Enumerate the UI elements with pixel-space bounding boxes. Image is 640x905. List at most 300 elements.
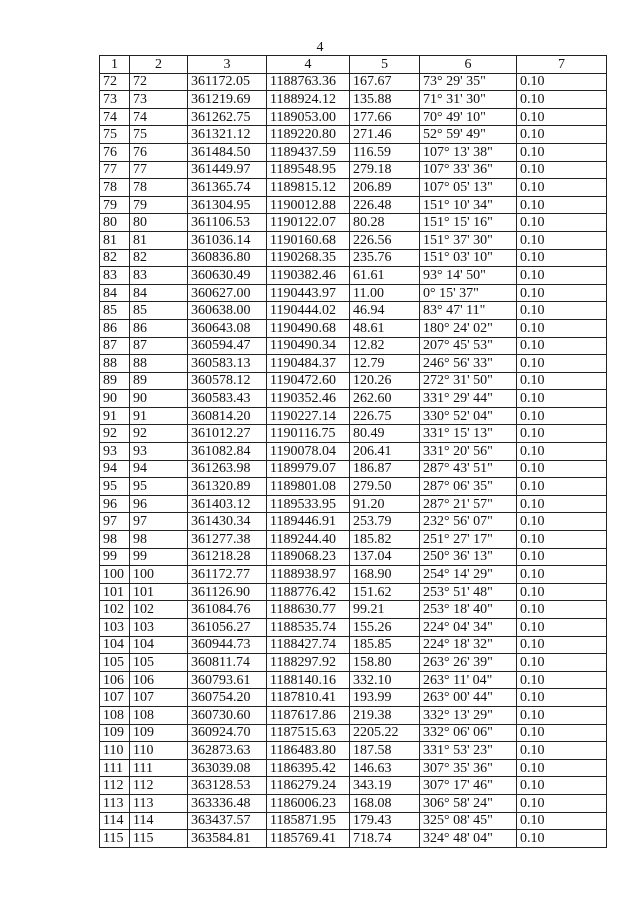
table-row [100,319,607,337]
table-row [100,830,607,848]
x-coordinate-cell: 363039.08 [188,759,267,777]
table-row [100,407,607,425]
tolerance-cell: 0.10 [517,654,607,672]
distance-cell: 253.79 [350,513,420,531]
bearing-cell: 306° 58' 24" [420,794,517,812]
x-coordinate-cell: 360638.00 [188,302,267,320]
table-row [100,214,607,232]
point-number-cell: 108 [100,706,130,724]
point-id-cell: 98 [130,531,188,549]
y-coordinate-cell: 1190490.68 [267,319,350,337]
tolerance-cell: 0.10 [517,231,607,249]
y-coordinate-cell: 1190268.35 [267,249,350,267]
point-number-cell: 75 [100,126,130,144]
point-number-cell: 92 [100,425,130,443]
y-coordinate-cell: 1186483.80 [267,742,350,760]
distance-cell: 168.90 [350,566,420,584]
distance-cell: 235.76 [350,249,420,267]
tolerance-cell: 0.10 [517,143,607,161]
point-number-cell: 76 [100,143,130,161]
point-id-cell: 90 [130,390,188,408]
bearing-cell: 224° 04' 34" [420,619,517,637]
point-id-cell: 95 [130,478,188,496]
tolerance-cell: 0.10 [517,179,607,197]
y-coordinate-cell: 1188535.74 [267,619,350,637]
distance-cell: 187.58 [350,742,420,760]
point-number-cell: 87 [100,337,130,355]
point-id-cell: 113 [130,794,188,812]
tolerance-cell: 0.10 [517,566,607,584]
point-number-cell: 80 [100,214,130,232]
y-coordinate-cell: 1188630.77 [267,601,350,619]
table-row [100,601,607,619]
point-id-cell: 111 [130,759,188,777]
tolerance-cell: 0.10 [517,302,607,320]
tolerance-cell: 0.10 [517,337,607,355]
distance-cell: 179.43 [350,812,420,830]
bearing-cell: 324° 48' 04" [420,830,517,848]
distance-cell: 219.38 [350,706,420,724]
point-number-cell: 110 [100,742,130,760]
point-number-cell: 83 [100,267,130,285]
tolerance-cell: 0.10 [517,513,607,531]
tolerance-cell: 0.10 [517,812,607,830]
table-row [100,355,607,373]
point-id-cell: 97 [130,513,188,531]
x-coordinate-cell: 363584.81 [188,830,267,848]
bearing-cell: 151° 15' 16" [420,214,517,232]
distance-cell: 226.75 [350,407,420,425]
x-coordinate-cell: 361218.28 [188,548,267,566]
point-id-cell: 99 [130,548,188,566]
point-id-cell: 106 [130,671,188,689]
x-coordinate-cell: 363437.57 [188,812,267,830]
point-id-cell: 73 [130,91,188,109]
y-coordinate-cell: 1189548.95 [267,161,350,179]
y-coordinate-cell: 1189815.12 [267,179,350,197]
bearing-cell: 331° 29' 44" [420,390,517,408]
tolerance-cell: 0.10 [517,443,607,461]
point-id-cell: 88 [130,355,188,373]
bearing-cell: 71° 31' 30" [420,91,517,109]
distance-cell: 11.00 [350,284,420,302]
point-id-cell: 79 [130,196,188,214]
point-id-cell: 94 [130,460,188,478]
y-coordinate-cell: 1189437.59 [267,143,350,161]
x-coordinate-cell: 361172.77 [188,566,267,584]
y-coordinate-cell: 1190382.46 [267,267,350,285]
point-id-cell: 108 [130,706,188,724]
y-coordinate-cell: 1190352.46 [267,390,350,408]
x-coordinate-cell: 361172.05 [188,73,267,91]
bearing-cell: 287° 43' 51" [420,460,517,478]
bearing-cell: 52° 59' 49" [420,126,517,144]
point-id-cell: 85 [130,302,188,320]
point-id-cell: 78 [130,179,188,197]
x-coordinate-cell: 360583.43 [188,390,267,408]
y-coordinate-cell: 1190012.88 [267,196,350,214]
distance-cell: 168.08 [350,794,420,812]
tolerance-cell: 0.10 [517,108,607,126]
y-coordinate-cell: 1187515.63 [267,724,350,742]
point-number-cell: 89 [100,372,130,390]
point-id-cell: 84 [130,284,188,302]
distance-cell: 2205.22 [350,724,420,742]
point-id-cell: 92 [130,425,188,443]
point-number-cell: 103 [100,619,130,637]
point-id-cell: 80 [130,214,188,232]
distance-cell: 177.66 [350,108,420,126]
bearing-cell: 246° 56' 33" [420,355,517,373]
x-coordinate-cell: 360643.08 [188,319,267,337]
table-row [100,566,607,584]
tolerance-cell: 0.10 [517,495,607,513]
x-coordinate-cell: 361012.27 [188,425,267,443]
table-row [100,689,607,707]
y-coordinate-cell: 1185871.95 [267,812,350,830]
distance-cell: 158.80 [350,654,420,672]
table-row [100,443,607,461]
tolerance-cell: 0.10 [517,214,607,232]
distance-cell: 91.20 [350,495,420,513]
y-coordinate-cell: 1188140.16 [267,671,350,689]
column-header: 7 [517,56,607,74]
x-coordinate-cell: 363128.53 [188,777,267,795]
y-coordinate-cell: 1189053.00 [267,108,350,126]
bearing-cell: 263° 11' 04" [420,671,517,689]
tolerance-cell: 0.10 [517,372,607,390]
table-row [100,179,607,197]
x-coordinate-cell: 361449.97 [188,161,267,179]
y-coordinate-cell: 1186006.23 [267,794,350,812]
table-row [100,671,607,689]
tolerance-cell: 0.10 [517,706,607,724]
x-coordinate-cell: 361321.12 [188,126,267,144]
point-id-cell: 77 [130,161,188,179]
y-coordinate-cell: 1189068.23 [267,548,350,566]
point-number-cell: 90 [100,390,130,408]
distance-cell: 137.04 [350,548,420,566]
table-row [100,143,607,161]
tolerance-cell: 0.10 [517,583,607,601]
tolerance-cell: 0.10 [517,284,607,302]
bearing-cell: 151° 03' 10" [420,249,517,267]
x-coordinate-cell: 361484.50 [188,143,267,161]
table-row [100,531,607,549]
table-row [100,794,607,812]
tolerance-cell: 0.10 [517,425,607,443]
point-number-cell: 111 [100,759,130,777]
bearing-cell: 307° 35' 36" [420,759,517,777]
x-coordinate-cell: 360836.80 [188,249,267,267]
x-coordinate-cell: 360924.70 [188,724,267,742]
bearing-cell: 263° 00' 44" [420,689,517,707]
point-id-cell: 91 [130,407,188,425]
tolerance-cell: 0.10 [517,355,607,373]
tolerance-cell: 0.10 [517,161,607,179]
x-coordinate-cell: 360630.49 [188,267,267,285]
table-row [100,548,607,566]
bearing-cell: 151° 37' 30" [420,231,517,249]
x-coordinate-cell: 361056.27 [188,619,267,637]
x-coordinate-cell: 361263.98 [188,460,267,478]
column-header: 6 [420,56,517,74]
point-id-cell: 89 [130,372,188,390]
x-coordinate-cell: 361430.34 [188,513,267,531]
bearing-cell: 151° 10' 34" [420,196,517,214]
column-header: 3 [188,56,267,74]
y-coordinate-cell: 1190078.04 [267,443,350,461]
point-number-cell: 106 [100,671,130,689]
distance-cell: 80.49 [350,425,420,443]
tolerance-cell: 0.10 [517,794,607,812]
bearing-cell: 73° 29' 35" [420,73,517,91]
x-coordinate-cell: 360627.00 [188,284,267,302]
point-number-cell: 77 [100,161,130,179]
y-coordinate-cell: 1188297.92 [267,654,350,672]
tolerance-cell: 0.10 [517,478,607,496]
point-number-cell: 100 [100,566,130,584]
x-coordinate-cell: 360730.60 [188,706,267,724]
point-number-cell: 98 [100,531,130,549]
point-number-cell: 91 [100,407,130,425]
tolerance-cell: 0.10 [517,267,607,285]
distance-cell: 206.41 [350,443,420,461]
point-id-cell: 101 [130,583,188,601]
distance-cell: 167.67 [350,73,420,91]
y-coordinate-cell: 1189220.80 [267,126,350,144]
bearing-cell: 331° 53' 23" [420,742,517,760]
distance-cell: 343.19 [350,777,420,795]
distance-cell: 80.28 [350,214,420,232]
point-id-cell: 105 [130,654,188,672]
y-coordinate-cell: 1186279.24 [267,777,350,795]
bearing-cell: 272° 31' 50" [420,372,517,390]
distance-cell: 12.82 [350,337,420,355]
y-coordinate-cell: 1190484.37 [267,355,350,373]
distance-cell: 193.99 [350,689,420,707]
table-body [100,73,607,847]
table-row [100,249,607,267]
table-row [100,654,607,672]
y-coordinate-cell: 1190160.68 [267,231,350,249]
tolerance-cell: 0.10 [517,759,607,777]
bearing-cell: 232° 56' 07" [420,513,517,531]
y-coordinate-cell: 1189244.40 [267,531,350,549]
bearing-cell: 224° 18' 32" [420,636,517,654]
table-row [100,284,607,302]
table-row [100,425,607,443]
x-coordinate-cell: 361304.95 [188,196,267,214]
tolerance-cell: 0.10 [517,126,607,144]
tolerance-cell: 0.10 [517,249,607,267]
distance-cell: 99.21 [350,601,420,619]
table-row [100,513,607,531]
point-number-cell: 107 [100,689,130,707]
tolerance-cell: 0.10 [517,407,607,425]
table-row [100,337,607,355]
tolerance-cell: 0.10 [517,742,607,760]
x-coordinate-cell: 361365.74 [188,179,267,197]
y-coordinate-cell: 1190472.60 [267,372,350,390]
y-coordinate-cell: 1188776.42 [267,583,350,601]
point-id-cell: 81 [130,231,188,249]
tolerance-cell: 0.10 [517,724,607,742]
y-coordinate-cell: 1190116.75 [267,425,350,443]
point-id-cell: 76 [130,143,188,161]
bearing-cell: 331° 20' 56" [420,443,517,461]
y-coordinate-cell: 1190490.34 [267,337,350,355]
tolerance-cell: 0.10 [517,777,607,795]
y-coordinate-cell: 1188427.74 [267,636,350,654]
x-coordinate-cell: 361219.69 [188,91,267,109]
distance-cell: 226.48 [350,196,420,214]
bearing-cell: 107° 33' 36" [420,161,517,179]
table-row [100,161,607,179]
distance-cell: 48.61 [350,319,420,337]
tolerance-cell: 0.10 [517,830,607,848]
table-row [100,196,607,214]
tolerance-cell: 0.10 [517,671,607,689]
bearing-cell: 254° 14' 29" [420,566,517,584]
point-number-cell: 84 [100,284,130,302]
point-number-cell: 78 [100,179,130,197]
x-coordinate-cell: 361403.12 [188,495,267,513]
bearing-cell: 107° 13' 38" [420,143,517,161]
tolerance-cell: 0.10 [517,689,607,707]
point-number-cell: 88 [100,355,130,373]
tolerance-cell: 0.10 [517,531,607,549]
x-coordinate-cell: 361084.76 [188,601,267,619]
point-number-cell: 102 [100,601,130,619]
point-number-cell: 109 [100,724,130,742]
table-row [100,583,607,601]
table-row [100,636,607,654]
y-coordinate-cell: 1189533.95 [267,495,350,513]
distance-cell: 279.18 [350,161,420,179]
table-row [100,724,607,742]
bearing-cell: 107° 05' 13" [420,179,517,197]
coordinates-table [99,55,607,848]
table-row [100,390,607,408]
table-row [100,777,607,795]
point-id-cell: 100 [130,566,188,584]
point-id-cell: 72 [130,73,188,91]
table-row [100,91,607,109]
x-coordinate-cell: 361262.75 [188,108,267,126]
distance-cell: 186.87 [350,460,420,478]
bearing-cell: 180° 24' 02" [420,319,517,337]
point-number-cell: 85 [100,302,130,320]
tolerance-cell: 0.10 [517,460,607,478]
distance-cell: 206.89 [350,179,420,197]
point-number-cell: 115 [100,830,130,848]
distance-cell: 332.10 [350,671,420,689]
x-coordinate-cell: 360811.74 [188,654,267,672]
point-id-cell: 104 [130,636,188,654]
bearing-cell: 287° 06' 35" [420,478,517,496]
point-number-cell: 94 [100,460,130,478]
y-coordinate-cell: 1189801.08 [267,478,350,496]
y-coordinate-cell: 1187617.86 [267,706,350,724]
tolerance-cell: 0.10 [517,319,607,337]
point-number-cell: 79 [100,196,130,214]
point-id-cell: 115 [130,830,188,848]
bearing-cell: 331° 15' 13" [420,425,517,443]
distance-cell: 135.88 [350,91,420,109]
point-id-cell: 107 [130,689,188,707]
tolerance-cell: 0.10 [517,636,607,654]
x-coordinate-cell: 361126.90 [188,583,267,601]
bearing-cell: 0° 15' 37" [420,284,517,302]
bearing-cell: 287° 21' 57" [420,495,517,513]
point-number-cell: 114 [100,812,130,830]
bearing-cell: 83° 47' 11" [420,302,517,320]
point-id-cell: 93 [130,443,188,461]
distance-cell: 279.50 [350,478,420,496]
distance-cell: 226.56 [350,231,420,249]
bearing-cell: 325° 08' 45" [420,812,517,830]
y-coordinate-cell: 1190227.14 [267,407,350,425]
table-row [100,267,607,285]
point-id-cell: 74 [130,108,188,126]
bearing-cell: 70° 49' 10" [420,108,517,126]
table-row [100,73,607,91]
bearing-cell: 93° 14' 50" [420,267,517,285]
point-number-cell: 82 [100,249,130,267]
point-number-cell: 101 [100,583,130,601]
tolerance-cell: 0.10 [517,548,607,566]
table-row [100,231,607,249]
x-coordinate-cell: 360793.61 [188,671,267,689]
point-number-cell: 93 [100,443,130,461]
point-id-cell: 110 [130,742,188,760]
tolerance-cell: 0.10 [517,601,607,619]
y-coordinate-cell: 1185769.41 [267,830,350,848]
y-coordinate-cell: 1189979.07 [267,460,350,478]
y-coordinate-cell: 1187810.41 [267,689,350,707]
tolerance-cell: 0.10 [517,73,607,91]
point-id-cell: 86 [130,319,188,337]
point-id-cell: 83 [130,267,188,285]
point-id-cell: 96 [130,495,188,513]
y-coordinate-cell: 1188938.97 [267,566,350,584]
point-number-cell: 99 [100,548,130,566]
bearing-cell: 253° 18' 40" [420,601,517,619]
point-number-cell: 74 [100,108,130,126]
distance-cell: 146.63 [350,759,420,777]
point-number-cell: 96 [100,495,130,513]
table-row [100,460,607,478]
y-coordinate-cell: 1188924.12 [267,91,350,109]
table-row [100,108,607,126]
bearing-cell: 263° 26' 39" [420,654,517,672]
point-number-cell: 72 [100,73,130,91]
point-number-cell: 95 [100,478,130,496]
y-coordinate-cell: 1189446.91 [267,513,350,531]
point-number-cell: 112 [100,777,130,795]
distance-cell: 151.62 [350,583,420,601]
distance-cell: 271.46 [350,126,420,144]
tolerance-cell: 0.10 [517,91,607,109]
point-number-cell: 104 [100,636,130,654]
bearing-cell: 307° 17' 46" [420,777,517,795]
bearing-cell: 207° 45' 53" [420,337,517,355]
tolerance-cell: 0.10 [517,196,607,214]
y-coordinate-cell: 1188763.36 [267,73,350,91]
table-header-row [100,56,607,74]
point-id-cell: 82 [130,249,188,267]
